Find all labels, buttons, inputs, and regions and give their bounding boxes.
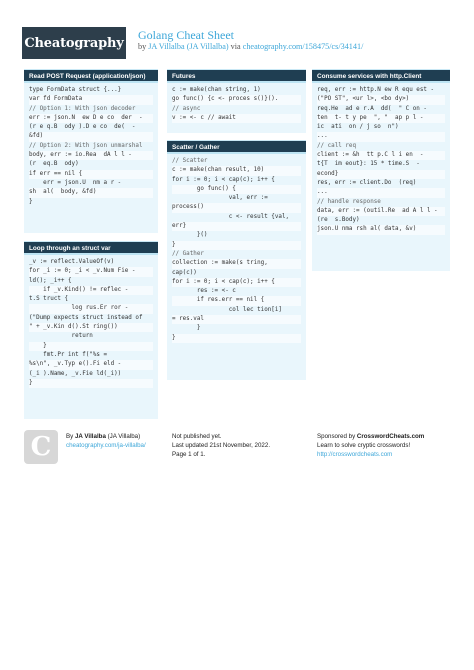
code-line: err = json.U nm a r -: [29, 179, 122, 186]
sponsor-tagline: Learn to solve cryptic crosswords!: [317, 442, 411, 449]
scatter-gather-box: [167, 140, 306, 380]
footer-meta: [172, 432, 270, 459]
code-line: // handle response: [317, 198, 381, 205]
code-line: if _v.Kind() != reflec -: [29, 286, 153, 295]
code-block: [167, 83, 306, 126]
byline-via: via: [228, 42, 243, 51]
code-line: body, err := io.Rea dA l l -: [29, 151, 153, 160]
code-line: ("Dump expects struct instead of: [29, 314, 143, 321]
code-line: }: [29, 198, 33, 205]
code-line: req.He ad e r.A dd( " C on -: [317, 105, 427, 112]
code-line: for i := 0; i < cap(c); i++ {: [172, 176, 275, 183]
footer-author-rest: (JA Villalba): [105, 433, 141, 440]
sponsor-url[interactable]: http://crosswordcheats.com: [317, 451, 393, 458]
footer-by: By: [66, 433, 75, 440]
code-line: t{T im eout}: 15 * time.S -: [317, 161, 420, 168]
code-line: }(): [172, 232, 208, 239]
code-line: }: [29, 379, 153, 388]
code-line: // Option 2: With json unmarshal: [29, 142, 143, 149]
code-line: ld(); _i++ {: [29, 277, 72, 284]
code-line: data, err := (outil.Re ad A l l -: [317, 207, 445, 216]
code-line: econd}: [317, 170, 445, 179]
code-line: }: [172, 334, 301, 343]
code-line: if err == nil {: [29, 170, 153, 179]
code-line: go func() {: [172, 185, 301, 194]
box-title: Consume services with http.Client: [312, 70, 450, 83]
code-line: ten t- t y pe ", " ap p l -: [317, 114, 445, 123]
code-line: }: [29, 342, 153, 351]
box-title: Scatter / Gather: [167, 141, 306, 154]
code-line: c := make(chan result, 10): [172, 166, 301, 175]
sponsor-prefix: Sponsored by: [317, 433, 357, 440]
code-line: log rus.Er ror -: [29, 304, 153, 313]
box-title: Futures: [167, 70, 306, 83]
read-post-box: [24, 69, 158, 233]
page-header: [0, 0, 474, 66]
code-line: &fd): [29, 132, 153, 141]
byline-prefix: by: [138, 42, 149, 51]
code-line: c := make(chan string, 1): [172, 87, 261, 93]
code-line: }: [172, 325, 201, 332]
footer-author: [66, 432, 146, 450]
code-line: json.U nma rsh al( data, &v): [317, 225, 445, 234]
box-title: Loop through an struct var: [24, 242, 158, 255]
code-line: (_i ).Name, _v.Fie ld(_i)): [29, 370, 122, 377]
code-block: [312, 83, 450, 238]
code-line: }: [172, 241, 301, 250]
code-line: sh al( body, &fd): [29, 188, 153, 197]
footer-author-name[interactable]: JA Villalba: [74, 433, 106, 440]
code-line: " + _v.Kin d().St ring()): [29, 323, 153, 332]
box-title: Read POST Request (application/json): [24, 70, 158, 83]
code-line: col lec tion[i]: [172, 306, 282, 313]
sheet-url-link[interactable]: cheatography.com/158475/cs/34141/: [242, 42, 364, 51]
code-block: [167, 154, 306, 346]
code-line: client := &h tt p.C l i en -: [317, 151, 445, 160]
code-line: var fd FormData: [29, 95, 153, 104]
code-line: // Gather: [172, 250, 204, 257]
code-line: res := <- c: [172, 288, 236, 295]
code-line: _v := reflect.ValueOf(v): [29, 259, 115, 265]
code-line: for i := 0; i < cap(c); i++ {: [172, 278, 301, 287]
code-line: ("PO ST", <ur l>, <bo dy>): [317, 95, 445, 104]
author-link[interactable]: JA Villalba (JA Villalba): [148, 42, 229, 51]
code-block: [24, 83, 158, 210]
code-line: type FormData struct {...}: [29, 87, 122, 93]
code-line: (r eq.B ody): [29, 161, 79, 168]
footer-sponsor: [317, 432, 424, 459]
code-line: go func() {c <- proces s()}().: [172, 95, 301, 104]
consume-services-box: [312, 69, 450, 271]
page-title: Golang Cheat Sheet: [138, 28, 234, 42]
code-line: for _i := 0; _i < _v.Num Fie -: [29, 267, 153, 276]
cheatography-logo[interactable]: Cheatography: [22, 27, 126, 59]
cheatography-c-logo: C: [24, 430, 58, 464]
code-line: // async: [172, 105, 201, 112]
code-line: res, err := client.Do (req): [317, 179, 417, 186]
code-line: cap(c)): [172, 269, 197, 276]
loop-struct-box: [24, 241, 158, 419]
code-line: process(): [172, 203, 301, 212]
code-line: // Option 1: With json decoder: [29, 105, 136, 112]
sponsor-name[interactable]: CrosswordCheats.com: [356, 433, 425, 440]
byline: [138, 42, 363, 51]
code-line: (re s.Body): [317, 217, 360, 224]
code-line: err}: [172, 222, 301, 231]
code-line: // call req: [317, 142, 357, 149]
code-line: ...: [317, 132, 445, 141]
code-line: c <- result {val,: [172, 213, 290, 220]
code-line: if res.err == nil {: [172, 296, 301, 305]
code-line: ic ati on / j so n"): [317, 124, 399, 131]
footer-page: Page 1 of 1.: [172, 451, 206, 458]
code-line: val, err :=: [172, 195, 268, 202]
code-line: req, err := http.N ew R equ est -: [317, 87, 435, 93]
code-line: return: [29, 333, 93, 340]
futures-box: [167, 69, 306, 133]
code-line: collection := make(s tring,: [172, 259, 301, 268]
footer-published: Not published yet.: [172, 433, 222, 440]
footer-author-url[interactable]: cheatography.com/ja-villalba/: [66, 442, 146, 449]
code-line: (r e q.B ody ).D e co de( -: [29, 124, 136, 131]
code-line: t.S truct {: [29, 296, 69, 303]
code-line: = res.val: [172, 315, 301, 324]
code-line: fmt.Pr int f("%s =: [29, 351, 108, 358]
code-block: [24, 255, 158, 391]
footer-updated: Last updated 21st November, 2022.: [172, 442, 271, 449]
code-line: // Scatter: [172, 158, 208, 164]
code-line: v := <- c // await: [172, 114, 301, 123]
code-line: ...: [317, 188, 445, 197]
code-line: %s\n", _v.Typ e().Fi eld -: [29, 360, 153, 369]
code-line: err := json.N ew D e co der -: [29, 114, 153, 123]
